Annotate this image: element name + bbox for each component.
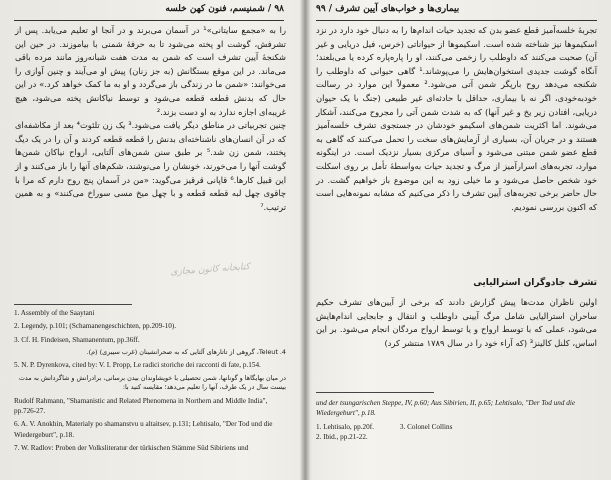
footnote-r3: 3. Colonel Collins xyxy=(399,422,453,431)
right-body-text xyxy=(316,24,597,214)
right-paragraph-1: تجربهٔ خلسه‌آمیز قطع عضو بدن که تجدید حیات اندام‌ها را به دنبال خود دارد در نزد اسکیموها نیز شناخته شده است. اسکیموها از حیواناتی (خرس، فیل دریایی و غیر آن) صحبت می‌کنند که داوطلب را زخمی می‌کنند، او را پاره‌پاره کرده یا می‌بلعند؛ آنگاه گوشت جدیدی استخوان‌هایش را می‌پوشاند.¹ گاهی حیوانی که داوطلب را شکنجه می‌دهد روح بارپگر شمن آتی می‌شود.² معمولاً این موارد در رسالت خودبه‌خودی، اگر نه با بیماری، حداقل با حادثه‌ای غیر طبیعی (جنگ با یک حیوان دریایی، افتادن زیر یخ و غیر آنها) که به شدت شمن آتی را مجروح می‌کنند، آشکار می‌شوند. اما اکثریت شمن‌های اسکیمو خودشان در جستجوی تشرف خلسه‌آمیز هستند و در جریان آن، بسیاری از آزمایش‌های سخت را تحمل می‌کنند که گاهی به قطع عضو شمن مبتنی می‌شود و آسیای مرکزی بسیار نزدیک است. در اینگونه موارد، تجربه‌های اسرارآمیز از مرگ و تجدید حیات به‌واسطهٔ تأمل بر روی اسکلت خود شخص حاصل می‌شود و ما خیلی زود به این موضوع باز خواهیم گشت. در حال حاضر برخی تجربه‌های آیین تشرف را ذکر می‌کنیم که مشابه نمونه‌هایی است که اکنون بررسی نمودیم. xyxy=(316,25,598,212)
left-paragraph-1: را به «مجمع سایتانی»¹ در آسمان می‌برند و در آنجا او تعلیم می‌یابد. پس از تشرفش، گوشت او پخته می‌شود تا به حرفهٔ شمنی با بیاموزند. در حین این شکنجهٔ آیین تشرف است که شمن به مدت هفت شبانه‌روز مانند مرده باقی می‌ماند. در این موقع بستگانش (به جز زنان) پیش او می‌آیند و چنین آوازی را می‌خوانند: «شمن ما در زندگی باز می‌گردد و او به ما کمک خواهد کرد.» در این حال که بدنش قطعه قطعه می‌شود و توسط نیاکانش پخته می‌شود، هیچ غریبه‌ای اجازه ندارد به او دست بزند.² xyxy=(15,25,286,117)
left-paragraph-2: چنین تجربیاتی در مناطق دیگر یافت می‌شود.³ یک زن تلئوت⁴ بعد از مکاشفه‌ای که در آن انسان‌های ناشناخته‌ای بدنش را قطعه قطعه کردند و آن را در یک دیگ پختند، شمن زن شد.⁵ بر طبق سنن شمن‌های آلتایی، ارواح نیاکان شمن‌ها گوشت آنها را می‌خورند، خونشان را می‌نوشند، شکم‌های آنها را باز می‌کنند و از این قبیل کارها.⁶ قاپانی قرقیز می‌گوید: «من در آسمان پنج روح دارم که مرا با چاقوی چهل لبه قطعه قطعه و با چهل میخ مسی سوراخ می‌کنند» و به همین ترتیب.⁷ xyxy=(15,120,287,212)
right-page xyxy=(307,0,611,480)
left-page xyxy=(0,0,304,480)
left-footnotes xyxy=(14,308,286,456)
right-running-header: بیماری‌ها و خواب‌های آیین تشرف / ۹۹ xyxy=(316,4,460,14)
footnote-7: 7. W. Radlov: Proben der Volksliteratur der türkischen Stämme Süd Sibiriens und xyxy=(14,443,249,452)
footnote-continuation: und der tsungarischen Steppe, IV, p.60; Aus Sibirien, II, p.65; Lehtisalo, "Der Tod und die Wiedergeburt", p.18. xyxy=(316,399,576,418)
footnote-5: 5. N. P. Dyrenkova, cited by: V. I. Propp, Le radici storiche dei racconti di fate, p.154. xyxy=(14,361,261,370)
left-running-header: ۹۸ / شمنیسم، فنون کهن خلسه xyxy=(165,4,284,14)
left-footnote-rule xyxy=(14,304,132,305)
footnote-row xyxy=(316,422,597,432)
footnote-r2: 2. Ibid., pp.21-22. xyxy=(316,432,368,441)
right-paragraph-2: اولین ناظران مدت‌ها پیش گزارش دادند که برخی از آیین‌های تشرف حکیم ساحران استرالیایی شامل مرگ آیینی داوطلب و انتقال و جابجایی اندام‌هایش می‌شود، عملی که با توسط ارواح و یا توسط ارواح مردگان انجام می‌شود. بر این اساس، کلنل کالینز³ (که آراء خود را در سال ۱۷۸۹ منتشر کرد) xyxy=(316,297,597,348)
footnote-1: 1. Assembly of the Saaytani xyxy=(14,309,95,317)
footnote-3: 3. Cf. H. Findeisen, Shamanentum, pp.36ff. xyxy=(14,335,140,344)
footnote-6: 6. A. V. Anokhin, Materialy po shamanstvu u altaitsev, p.131; Lehtisalo, "Der Tod und die Wiedergeburt", p.18. xyxy=(14,420,273,439)
right-header-rule xyxy=(316,20,597,21)
footnote-r1: 1. Lehtisalo, pp.20f. xyxy=(316,422,374,431)
left-body-text xyxy=(15,24,286,214)
footnote-4: 4. Teleut، گروهی از تاتارهای آلتایی که به صحرانشینان (غرب سیبری) (م). xyxy=(86,347,286,356)
footnote-5-persian-note: در میان بهایگاها و گونانها، شمن تحصیلی با خویشاوندان بیدن برسانی، برادرانش و شاگردانش به مدت بیست سال در یک طرف، آنها را تعلیم می‌دهد؛ مقایسه کنید با: xyxy=(18,373,286,392)
right-footnote-rule xyxy=(316,392,434,393)
footnote-5-rahmann: Rudolf Rahmann, "Shamanistic and Related Phenomena in Northern and Middle India", pp.726-27. xyxy=(14,396,268,415)
library-stamp-watermark: کتابخانه کانون مجازی xyxy=(170,262,251,278)
right-body-text-2 xyxy=(316,296,597,350)
right-footnotes xyxy=(316,398,597,445)
footnote-2: 2. Legendy, p.101; (Schamanengeschichten, pp.209-10). xyxy=(14,322,177,331)
left-header-rule xyxy=(14,20,284,21)
section-heading: تشرف جادوگران استرالیایی xyxy=(473,278,597,288)
